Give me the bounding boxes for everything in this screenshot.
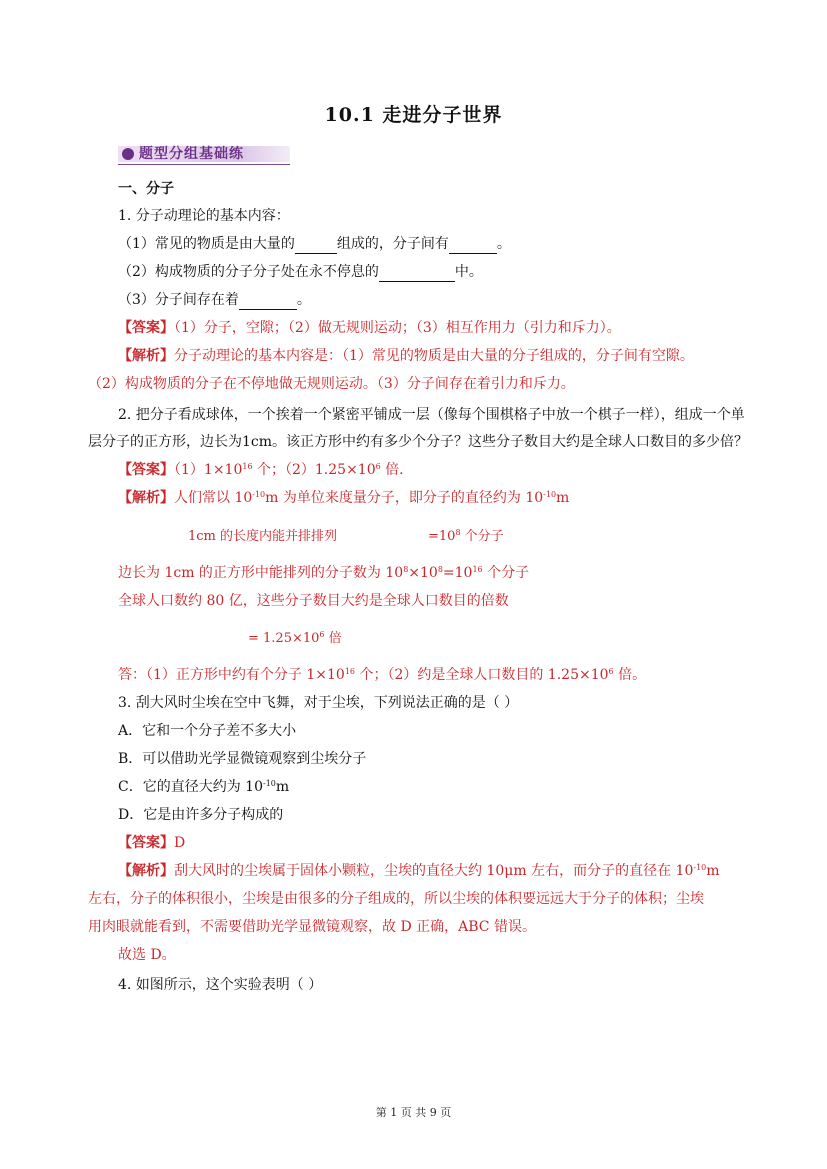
calc-text: 倍 [324, 631, 342, 646]
calc-text: = 1.25×10 [248, 631, 320, 646]
q1-explanation-line2: （2）构成物质的分子在不停地做无规则运动。（3）分子间存在着引力和斥力。 [88, 376, 575, 392]
calc-text: =10 [442, 565, 473, 581]
q2-answer-text: （1）1×10 [174, 462, 243, 478]
final-text: 倍。 [613, 667, 647, 683]
q2-answer-text: 倍. [380, 462, 404, 478]
q2-explanation-text: 人们常以 10 [174, 490, 253, 506]
superscript: 8 [455, 528, 461, 537]
q1-blank-1 [295, 238, 337, 254]
q1-answer-text: （1）分子，空隙；（2）做无规则运动；（3）相互作用力（引力和斥力）。 [174, 320, 621, 336]
q1-blank-2 [449, 238, 497, 254]
section-banner [118, 143, 290, 165]
q3-answer [118, 833, 185, 853]
calc-text: 个分子 [460, 529, 504, 544]
superscript: -10 [543, 490, 557, 499]
q3-explanation [118, 861, 720, 881]
superscript: -10 [693, 863, 707, 872]
q3-option-c [118, 777, 289, 797]
q1-part1 [118, 234, 511, 254]
calc-text: 个分子 [482, 565, 530, 581]
q3-explanation-line3: 用肉眼就能看到，不需要借助光学显微镜观察，故 D 正确，ABC 错误。 [88, 919, 536, 935]
q1-explanation [118, 346, 694, 366]
q1-part1-a: （1）常见的物质是由大量的 [118, 236, 295, 252]
answer-tag: 【答案】 [118, 835, 174, 851]
q3-stem: 3. 刮大风时尘埃在空中飞舞，对于尘埃，下列说法正确的是（ ） [118, 695, 519, 711]
q1-blank-3 [379, 266, 455, 282]
q2-stem-line2: 层分子的正方形，边长为1cm。该正方形中约有多少个分子？这些分子数目大约是全球人口数目的多少倍？ [88, 434, 749, 450]
q3-option-a: A．它和一个分子差不多大小 [118, 723, 297, 739]
superscript: 16 [472, 565, 483, 574]
q3-conclusion: 故选 D。 [118, 947, 176, 963]
q4-stem: 4. 如图所示，这个实验表明（ ） [118, 977, 323, 993]
q1-part3-b: 。 [296, 292, 311, 308]
q1-part2 [118, 262, 483, 282]
q3-explanation-text: 刮大风时的尘埃属于固体小颗粒，尘埃的直径大约 10μm 左右，而分子的直径在 10 [174, 863, 694, 879]
q1-part2-a: （2）构成物质的分子分子处在永不停息的 [118, 264, 379, 280]
q3-explanation-line2: 左右，分子的体积很小，尘埃是由很多的分子组成的，所以尘埃的体积要远远大于分子的体积；尘埃 [88, 891, 704, 907]
q3-option-b: B．可以借助光学显微镜观察到尘埃分子 [118, 751, 367, 767]
explanation-tag: 【解析】 [118, 863, 174, 879]
superscript: 8 [437, 565, 443, 574]
page-footer: 第 1 页 共 9 页 [375, 1106, 452, 1119]
q2-explanation-text: m [556, 490, 570, 506]
banner-underline [118, 164, 290, 165]
superscript: 8 [403, 565, 409, 574]
calc-text: =10 [428, 529, 456, 544]
q2-answer-text: 个；（2）1.25×10 [252, 462, 376, 478]
final-text: 个；（2）约是全球人口数目的 1.25×10 [355, 667, 609, 683]
q2-calc-line3: 全球人口数约 80 亿，这些分子数目大约是全球人口数目的倍数 [118, 593, 509, 609]
superscript: 6 [608, 667, 614, 676]
q1-explanation-line1: 分子动理论的基本内容是：（1）常见的物质是由大量的分子组成的，分子间有空隙。 [174, 348, 694, 364]
answer-tag: 【答案】 [118, 320, 174, 336]
q1-part3 [118, 290, 311, 310]
superscript: -10 [262, 779, 276, 788]
q3-explanation-text: m [706, 863, 720, 879]
explanation-tag: 【解析】 [118, 490, 174, 506]
q3-option-d: D．它是由许多分子构成的 [118, 807, 284, 823]
q2-calc-line1-left: 1cm 的长度内能并排排列 [188, 529, 338, 544]
q1-part1-c: 。 [496, 236, 511, 252]
q1-part3-a: （3）分子间存在着 [118, 292, 239, 308]
q2-calc-line4 [248, 629, 342, 649]
option-text: C．它的直径大约为 10 [118, 779, 263, 795]
q2-final-answer [118, 665, 646, 685]
calc-text: 边长为 1cm 的正方形中能排列的分子数为 10 [118, 565, 404, 581]
q1-part1-b: 组成的，分子间有 [336, 236, 449, 252]
superscript: 6 [375, 462, 381, 471]
section-heading: 一、分子 [118, 181, 174, 197]
superscript: -10 [252, 490, 266, 499]
q2-explanation-text: m 为单位来度量分子，即分子的直径约为 10 [265, 490, 544, 506]
final-text: 答：（1）正方形中约有个分子 1×10 [118, 667, 345, 683]
q2-explanation [118, 488, 569, 508]
banner-label: 题型分组基础练 [139, 146, 244, 162]
q2-calc-line2 [118, 563, 529, 583]
page-title: 10.1 走进分子世界 [324, 104, 503, 126]
q1-stem: 1. 分子动理论的基本内容： [118, 208, 290, 224]
answer-tag: 【答案】 [118, 462, 174, 478]
bullet-dot-icon [122, 148, 134, 160]
option-text: m [275, 779, 290, 795]
q2-answer [118, 460, 404, 480]
q1-part2-b: 中。 [454, 264, 483, 280]
superscript: 6 [319, 630, 325, 639]
superscript: 16 [344, 667, 355, 676]
calc-text: ×10 [408, 565, 438, 581]
q2-stem-line1: 2. 把分子看成球体，一个挨着一个紧密平铺成一层（像每个围棋格子中放一个棋子一样），组成一个单 [118, 407, 745, 423]
q1-blank-4 [239, 294, 297, 310]
q2-calc-line1-right [428, 527, 504, 547]
explanation-tag: 【解析】 [118, 348, 174, 364]
q3-answer-text: D [174, 835, 186, 851]
q1-answer [118, 318, 621, 338]
superscript: 16 [242, 462, 253, 471]
